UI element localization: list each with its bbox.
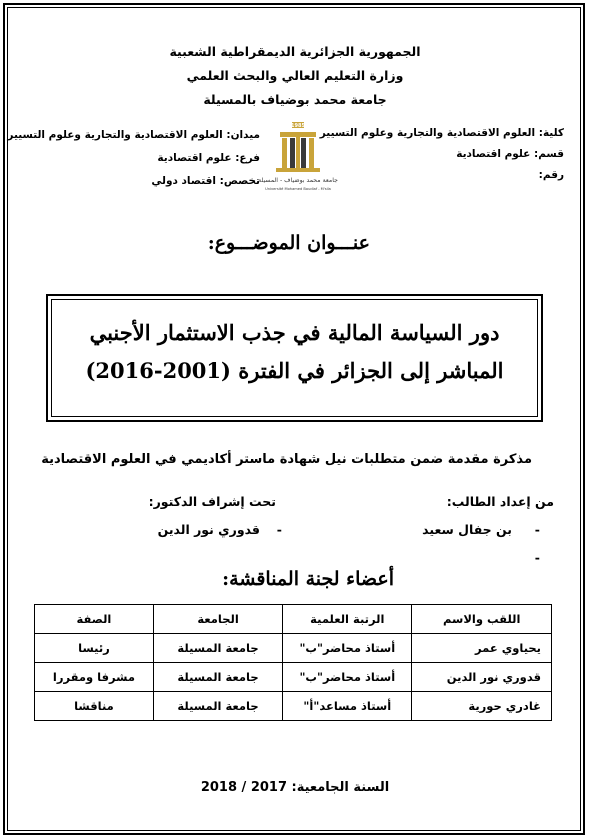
member-university: جامعة المسيلة: [153, 692, 282, 721]
member-role: رئيسا: [35, 634, 154, 663]
logo-name-fr: Université Mohamed Boudiaf - M'sila: [265, 187, 331, 191]
member-rank: أستاذ محاضر"ب": [283, 663, 412, 692]
header-university: الجامعة: [153, 605, 282, 634]
logo-year: 1985: [291, 123, 305, 129]
thesis-title-line1: دور السياسة المالية في جذب الاستثمار الأجنبي: [89, 320, 500, 345]
member-role: مناقشا: [35, 692, 154, 721]
header-name: اللقب والاسم: [412, 605, 552, 634]
member-rank: أستاذ مساعد"أ": [283, 692, 412, 721]
academic-year: السنة الجامعية: 2017 / 2018: [200, 780, 390, 795]
second-student-bullet: -: [534, 550, 540, 565]
member-role: مشرفا ومقررا: [35, 663, 154, 692]
student-bullet: -: [534, 522, 540, 537]
memo-text: مذكرة مقدمة ضمن متطلبات نيل شهادة ماستر أكاديمي في العلوم الاقتصادية: [41, 452, 532, 467]
prepared-by-label: من إعداد الطالب:: [446, 494, 554, 509]
member-university: جامعة المسيلة: [153, 634, 282, 663]
header-ministry: وزارة التعليم العالي والبحث العلمي: [186, 68, 404, 83]
topic-label: عنـــوان الموضـــوع:: [207, 232, 370, 254]
specialty-text: تخصص: اقتصاد دولي: [151, 175, 260, 187]
field-text: ميدان: العلوم الاقتصادية والتجارية وعلوم التسيير: [7, 129, 260, 141]
committee-header-row: [35, 605, 552, 634]
header-university: جامعة محمد بوضياف بالمسيلة: [203, 92, 387, 107]
member-name: غادري حورية: [412, 692, 552, 721]
header-republic: الجمهورية الجزائرية الديمقراطية الشعبية: [169, 44, 421, 59]
university-logo: [258, 120, 338, 200]
university-logo-icon: [258, 120, 338, 200]
table-row: [35, 692, 552, 721]
committee-title: أعضاء لجنة المناقشة:: [222, 568, 394, 590]
member-name: قدوري نور الدين: [412, 663, 552, 692]
supervisor-label: تحت إشراف الدكتور:: [148, 494, 276, 509]
branch-text: فرع: علوم اقتصادية: [157, 152, 260, 164]
member-university: جامعة المسيلة: [153, 663, 282, 692]
header-rank: الرتبة العلمية: [283, 605, 412, 634]
supervisor-name: قدوري نور الدين: [157, 522, 260, 537]
department-text: قسم: علوم اقتصادية: [456, 148, 564, 160]
faculty-text: كلية: العلوم الاقتصادية والتجارية وعلوم التسيير: [319, 127, 564, 139]
member-name: يحياوي عمر: [412, 634, 552, 663]
thesis-title-line2: المباشر إلى الجزائر في الفترة (2001-2016): [85, 358, 504, 383]
header-role: الصفة: [35, 605, 154, 634]
logo-name-ar: جامعة محمد بوضياف - المسيلة: [258, 177, 338, 184]
student-name: بن جفال سعيد: [422, 522, 512, 537]
number-text: رقم:: [538, 169, 564, 181]
member-rank: أستاذ محاضر"ب": [283, 634, 412, 663]
supervisor-bullet: -: [276, 522, 282, 537]
committee-table: [34, 604, 552, 721]
thesis-title-box: [46, 294, 543, 422]
table-row: [35, 663, 552, 692]
table-row: [35, 634, 552, 663]
